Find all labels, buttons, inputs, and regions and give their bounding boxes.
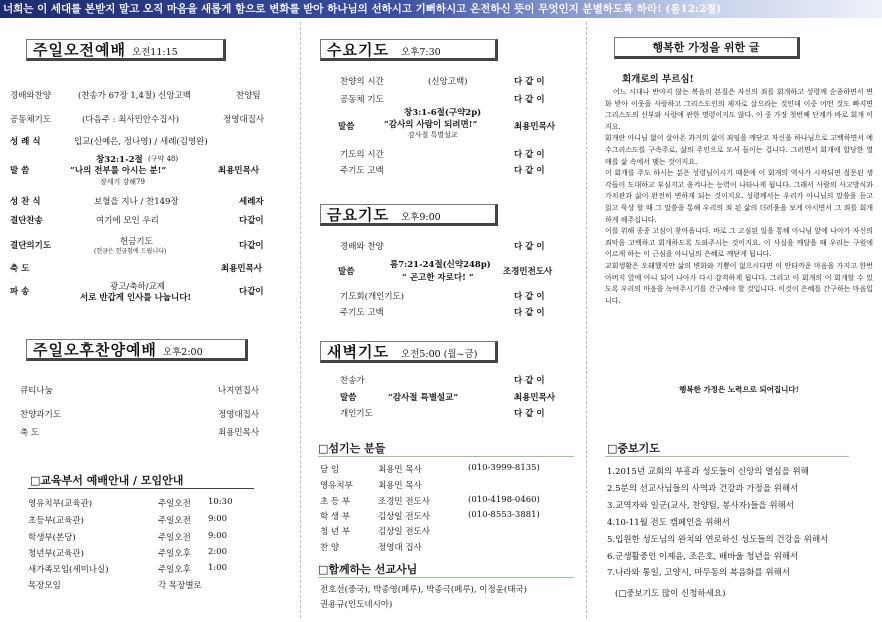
row-person: 조경민전도사 <box>503 267 553 277</box>
row-role: 파 송 <box>10 287 30 297</box>
row-person: 정영대집사 <box>223 115 265 125</box>
row-role: 경배와찬양 <box>10 91 52 101</box>
article-header <box>614 37 800 59</box>
wednesday-row-3 <box>338 106 570 140</box>
prayer-item: 1.2015년 교회의 부흥과 성도들이 신앙의 열심을 위해 <box>607 467 809 477</box>
edu-time: 9:00 <box>208 531 228 541</box>
sunday-am-header <box>26 39 226 61</box>
sermon-scripture-page: (구약 48) <box>148 155 179 163</box>
prayer-item: 4.10-11월 전도 캠페인을 위해서 <box>607 518 730 528</box>
row-role: 경배와 찬양 <box>340 242 384 252</box>
row-role: 성 찬 식 <box>10 197 41 207</box>
row-role: 성 례 식 <box>10 137 41 147</box>
servant-dept: 초 등 부 <box>320 497 351 507</box>
sermon-title: “ 곤고한 자로다! ” <box>402 273 474 283</box>
row-detail: “감사절 특별설교” <box>388 393 459 403</box>
edu-name: 목장모임 <box>28 581 61 591</box>
sunday-am-row-7 <box>10 235 270 257</box>
row-person: 다 같 이 <box>514 292 545 302</box>
missionaries-line-1: 전호선(중국), 박종영(페루), 박종극(페루), 이정윤(태국) <box>320 585 527 595</box>
article-closing: 행복한 가정은 노력으로 되어집니다! <box>679 385 799 394</box>
edu-name: 초등부(교육관) <box>28 516 84 526</box>
row-detail: (다음주 : 최사민안수집사) <box>82 115 180 125</box>
row-detail-small: (헌금은 헌금함에 드립니다) <box>94 248 167 255</box>
row-person: 정영대집사 <box>218 410 260 420</box>
row-role: 공동체 기도 <box>340 95 384 105</box>
sunday-am-title: 주일오전예배 <box>33 41 126 59</box>
servants-title: □섬기는 분들 <box>318 442 386 455</box>
row-role: 축 도 <box>20 428 40 438</box>
row-role: 결단의기도 <box>10 241 52 251</box>
row-role: 찬양의 시간 <box>340 77 384 87</box>
row-detail: 헌금기도 <box>120 237 153 247</box>
row-role: 말씀 <box>338 267 355 277</box>
row-role: 공동체기도 <box>10 115 52 125</box>
servant-phone: (010-3999-8135) <box>468 463 540 473</box>
row-person: 다 같 이 <box>514 77 545 87</box>
row-role: 큐티나눔 <box>20 386 53 396</box>
row-person: 다 같 이 <box>514 150 545 160</box>
servant-name: 김상일 전도사 <box>378 527 430 537</box>
prayer-item: 2.5분의 선교사님들의 사역과 건강과 가정을 위해서 <box>607 484 799 494</box>
servant-phone: (010-4198-0460) <box>468 495 540 505</box>
row-person: 최용민목사 <box>221 264 263 274</box>
edu-day: 주일오전 <box>158 499 191 509</box>
row-person: 최용민목사 <box>514 122 556 132</box>
wednesday-title: 수요기도 <box>327 41 389 59</box>
row-person: 최용민목사 <box>514 393 556 403</box>
sunday-am-row-4 <box>10 153 270 189</box>
row-role: 기도의 시간 <box>340 150 384 160</box>
friday-row-2 <box>338 258 570 284</box>
servant-name: 최용민 목사 <box>378 465 422 475</box>
edu-day: 주일오후 <box>158 565 191 575</box>
row-person: 찬양팀 <box>236 91 261 101</box>
edu-name: 학생부(본당) <box>28 533 76 543</box>
sermon-scripture: 창3:1-6절(구약2p) <box>404 108 482 118</box>
row-role: 찬송가 <box>340 376 365 386</box>
dawn-header <box>320 341 498 363</box>
sunday-pm-title: 주일오후찬양예배 <box>33 341 157 359</box>
edu-day: 각 목장별로 <box>158 581 202 591</box>
column-divider-left <box>300 22 301 618</box>
row-person: 다같이 <box>239 241 264 251</box>
servant-dept: 담 임 <box>320 465 340 475</box>
edu-day: 주일오전 <box>158 516 191 526</box>
friday-header <box>320 204 498 226</box>
prayer-item: 7.나라와 통일, 고양시, 마두동의 복음화를 위해서 <box>607 568 791 578</box>
servant-dept: 영유치부 <box>320 481 353 491</box>
scripture-banner: 너희는 이 세대를 본받지 말고 오직 마음을 새롭게 함으로 변화를 받아 하나님의 선하시고 기뻐하시고 온전하신 뜻이 무엇인지 분별하도록 하라! (롬12:2절) <box>0 0 882 18</box>
edu-day: 주일오후 <box>158 549 191 559</box>
servant-dept: 학 생 부 <box>320 512 351 522</box>
sunday-pm-time: 오후2:00 <box>162 347 203 358</box>
row-person: 다같이 <box>239 216 264 226</box>
edu-time: 10:30 <box>208 497 233 507</box>
article-subtitle: 회개로의 부르심! <box>622 74 694 85</box>
servant-dept: 청 년 부 <box>320 527 351 537</box>
servant-phone: (010-8553-3881) <box>468 510 540 520</box>
article-paragraph: 이를 위해 종종 고심이 찾아옵니다. 바로 그 고심된 일을 통해 아니님 앞에 나아가 자신의 죄악을 고백하고 회개하도록 도와주시는 것이지요. 이 사실을 깨달을 때 우리는 구원에 이르게 하는 이 근심을 아니님의 은혜로 깨닫게 됩니다. <box>605 227 873 259</box>
servant-name: 최용민 목사 <box>378 481 422 491</box>
edu-name: 영유치부(교육관) <box>28 499 93 509</box>
edu-time: 2:00 <box>208 547 228 557</box>
row-detail: (신앙고백) <box>428 77 468 87</box>
row-detail: 광고/축하/교제 <box>110 282 165 292</box>
sunday-am-row-9 <box>10 280 270 304</box>
row-role: 주기도 고백 <box>340 166 384 176</box>
row-person: 다같이 <box>239 287 264 297</box>
row-role: 개인기도 <box>340 409 373 419</box>
column-divider-right <box>586 22 587 618</box>
article-paragraph: 이 회개를 주도 하시는 분은 성령님이시기 때문에 이 회개의 역사가 시작되면 질문된 생각들이 도대하고 부심지고 움켜나는 능력이 나타나게 됩니다. 그래서 사람의 사고방식과 가치관과 삶이 완전히 변하게 되는 것이지요. 성령께서는 우리가 아니님의 말씀을 듣고 읽고 묵상 할 때 그 말씀을 통해 우리의 죄 된 삶의 더러움을 보게 아시면서 그 죄를 회개하게 해주십니다. <box>605 169 873 224</box>
dawn-title: 새벽기도 <box>327 343 389 361</box>
edu-time: 9:00 <box>208 514 228 524</box>
servant-name: 김상일 전도사 <box>378 512 430 522</box>
row-role: 찬양과기도 <box>20 410 62 420</box>
education-title: □교육부서 예배안내 / 모임안내 <box>30 474 184 487</box>
wednesday-header <box>320 39 498 61</box>
intercession-title: □중보기도 <box>607 442 660 455</box>
row-role: 주기도 고백 <box>340 308 384 318</box>
row-role: 말씀 <box>340 393 357 403</box>
intercession-rule <box>605 456 849 457</box>
row-role: 결단찬송 <box>10 216 43 226</box>
sermon-note: 감사절 특별설교 <box>408 131 458 139</box>
edu-time: 1:00 <box>208 563 228 573</box>
row-person: 다 같 이 <box>514 409 545 419</box>
sunday-pm-header <box>26 339 248 361</box>
row-person: 최용민목사 <box>218 166 260 176</box>
sermon-scripture: 창32:1-2절 <box>96 155 143 165</box>
article-paragraph: 회개란 아니님 없이 살아온 과거의 삶이 죄임을 깨닫고 자신을 하나님으로 고백하면서 예수그리스도를 구속주로, 삶의 주인으로 모셔 들이는 겁니다. 그러면서 회개에 합당한 열매를 삶 속에서 맺는 것이지요. <box>605 134 873 166</box>
sermon-scripture: 롬7:21-24절(신약248p) <box>390 260 491 270</box>
sermon-note: 장세기 강해79 <box>100 178 145 186</box>
prayer-item: 5.입원한 성도님의 완치와 연로하신 성도들의 건강을 위해서 <box>607 535 829 545</box>
friday-title: 금요기도 <box>327 206 389 224</box>
dawn-time: 오전5:00 (월~금) <box>400 349 478 360</box>
wednesday-time: 오후7:30 <box>400 47 441 58</box>
row-person: 나지연집사 <box>218 386 260 396</box>
prayer-item: 6.군생활중인 이제윤, 조은호, 배바울 청년을 위해서 <box>607 552 799 562</box>
row-person: 다 같 이 <box>514 308 545 318</box>
sunday-am-time: 오전11:15 <box>131 47 178 58</box>
friday-time: 오후9:00 <box>400 212 441 223</box>
row-role: 축 도 <box>10 264 30 274</box>
servant-dept: 찬 양 <box>320 543 340 553</box>
article-header-text: 행복한 가정을 위한 글 <box>652 41 760 54</box>
intercession-footer: (□중보기도 많이 신청하세요) <box>615 589 726 599</box>
row-person: 다 같 이 <box>514 166 545 176</box>
sermon-title: “감사의 사람이 되려면!” <box>384 120 478 130</box>
row-role: 말씀 <box>338 122 355 132</box>
missionaries-rule <box>318 577 574 578</box>
row-detail: 보혈을 지나 / 찬149장 <box>94 197 179 207</box>
article-body <box>605 87 873 307</box>
row-person: 다 같 이 <box>514 242 545 252</box>
row-detail-2: 서로 반갑게 인사를 나눕니다! <box>80 293 192 303</box>
servant-name: 정영대 집사 <box>378 543 422 553</box>
row-detail: (찬송가 67장 1,4절) 신앙고백 <box>78 91 191 101</box>
missionaries-title: □함께하는 선교사님 <box>318 563 418 576</box>
article-paragraph: 교회생활은 오래했지만 삶의 변화와 기쁨이 없으시다면 이 안타까운 마음을 가지고 한번 아버지 앞에 아니 되어 나아가 다시 감격하게 됩니다. 그리고 이 회개의 이 회개할 수 있도록 우리의 마음을 녹여주시기를 간구해야 할 것입니다. 이것이 은혜를 간구하는 마음입니다. <box>605 261 873 305</box>
edu-day: 주일오전 <box>158 533 191 543</box>
row-person: 다 같 이 <box>514 376 545 386</box>
row-person: 다 같 이 <box>514 95 545 105</box>
servants-rule <box>318 456 574 457</box>
row-role: 말 씀 <box>10 166 30 176</box>
row-person: 세례자 <box>239 197 264 207</box>
edu-name: 청년부(교육관) <box>28 549 84 559</box>
article-paragraph: 어느 시대나 반야지 않는 복음의 본질은 자신의 죄를 회개하고 성령께 순종하면서 변화 받아 이웃을 사랑하고 그리스도인의 제자로 살으라는 것인데 이중 어떤 것도 빠지면 그리스도의 신부와 사랑에 관한 명령이지도 않다. 이 중 가장 첫번째 단계가 바로 회개 이지요. <box>605 88 873 131</box>
row-role: 기도회(개인기도) <box>340 292 405 302</box>
edu-name: 새가족모임(세미나실) <box>28 565 109 575</box>
education-rule <box>28 488 254 489</box>
row-detail: 여기에 모인 우리 <box>96 216 159 226</box>
servant-name: 조경민 전도사 <box>378 497 430 507</box>
sermon-title: “나의 전부를 아시는 분!” <box>70 166 167 176</box>
row-person: 최용민목사 <box>218 428 260 438</box>
prayer-item: 3.교역자와 일군(교사, 찬양팀, 봉사자)들을 위해서 <box>607 501 794 511</box>
missionaries-line-2: 권용규(인도네시아) <box>320 600 393 610</box>
row-detail: 입교(신예은, 정나영) / 세례(김영완) <box>74 137 208 147</box>
